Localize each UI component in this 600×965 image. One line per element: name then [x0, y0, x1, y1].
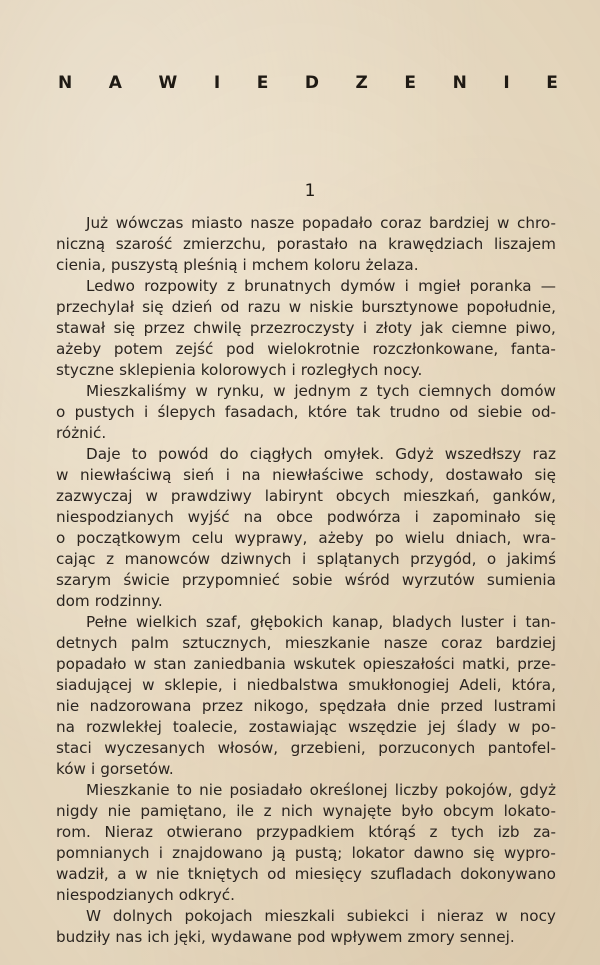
text-line: nigdy nie pamiętano, ile z nich wynajęte było obcym lokato-: [56, 802, 556, 820]
paragraph: [56, 444, 556, 612]
title-letter: E: [256, 73, 269, 93]
text-line: o początkowym celu wyprawy, ażeby po wielu dniach, wra-: [56, 529, 556, 547]
title-letter: N: [58, 73, 73, 93]
text-line: W dolnych pokojach mieszkali subiekci i nieraz w nocy: [86, 907, 556, 925]
title-letter: D: [304, 73, 319, 93]
title-letter: N: [452, 73, 467, 93]
text-line: ażeby potem zejść pod wielokrotnie rozczłonkowane, fanta-: [56, 340, 556, 358]
text-line: dom rodzinny.: [56, 592, 163, 610]
text-line: siadującej w sklepie, i niedbalstwa smukłonogiej Adeli, która,: [56, 676, 556, 694]
text-line: pomnianych i znajdowano ją pustą; lokator dawno się wypro-: [56, 844, 556, 862]
text-line: wadził, a w nie tkniętych od miesięcy szufladach dokonywano: [56, 865, 556, 883]
text-line: popadało w stan zaniedbania wskutek opieszałości matki, prze-: [56, 655, 556, 673]
text-line: o pustych i ślepych fasadach, które tak trudno od siebie od-: [56, 403, 556, 421]
body-text: [56, 213, 556, 948]
text-line: nie nadzorowana przez nikogo, spędzała dnie przed lustrami: [56, 697, 556, 715]
title-letter: E: [546, 73, 558, 93]
text-line: szarym świcie przypomnieć sobie wśród wyrzutów sumienia: [56, 571, 556, 589]
chapter-title: [58, 73, 558, 93]
text-line: na rozwlekłej toalecie, zostawiając wszędzie jej ślady w po-: [56, 718, 556, 736]
title-letter: I: [503, 73, 510, 93]
paragraph: [56, 276, 556, 381]
text-line: Ledwo rozpowity z brunatnych dymów i mgieł poranka —: [86, 277, 556, 295]
chapter-number: 1: [304, 181, 316, 201]
text-line: niespodzianych odkryć.: [56, 886, 235, 904]
text-line: budziły nas ich jęki, wydawane pod wpływem zmory sennej.: [56, 928, 515, 946]
text-line: cając z manowców dziwnych i splątanych przygód, o jakimś: [56, 550, 556, 568]
text-line: niespodzianych wyjść na obce podwórza i zapominało się: [56, 508, 556, 526]
text-line: Daje to powód do ciągłych omyłek. Gdyż wszedłszy raz: [86, 445, 556, 463]
text-line: Pełne wielkich szaf, głębokich kanap, bladych luster i tan-: [86, 613, 556, 631]
text-line: Mieszkaliśmy w rynku, w jednym z tych ciemnych domów: [86, 382, 556, 400]
paragraph: [56, 381, 556, 444]
text-line: niczną szarość zmierzchu, porastało na krawędziach liszajem: [56, 235, 556, 253]
text-line: ków i gorsetów.: [56, 760, 174, 778]
title-letter: A: [108, 73, 122, 93]
text-line: staci wyczesanych włosów, grzebieni, porzuconych pantofel-: [56, 739, 556, 757]
paragraph: [56, 213, 556, 276]
title-letter: E: [404, 73, 417, 93]
title-letter: Z: [355, 73, 368, 93]
text-line: Mieszkanie to nie posiadało określonej liczby pokojów, gdyż: [86, 781, 556, 799]
paragraph: [56, 780, 556, 906]
text-line: rom. Nieraz otwierano przypadkiem którąś z tych izb za-: [56, 823, 556, 841]
text-line: Już wówczas miasto nasze popadało coraz bardziej w chro-: [86, 214, 556, 232]
paragraph: [56, 612, 556, 780]
text-line: detnych palm sztucznych, mieszkanie nasze coraz bardziej: [56, 634, 556, 652]
text-line: zazwyczaj w prawdziwy labirynt obcych mieszkań, ganków,: [56, 487, 556, 505]
text-line: różnić.: [56, 424, 107, 442]
paragraph: [56, 906, 556, 948]
title-letter: I: [213, 73, 221, 93]
text-line: cienia, puszystą pleśnią i mchem koloru żelaza.: [56, 256, 419, 274]
text-line: w niewłaściwą sień i na niewłaściwe schody, dostawało się: [56, 466, 556, 484]
text-line: stawał się przez chwilę przezroczysty i złoty jak ciemne piwo,: [56, 319, 556, 337]
text-line: styczne sklepienia kolorowych i rozległych nocy.: [56, 361, 423, 379]
title-letter: W: [158, 73, 178, 93]
text-line: przechylał się dzień od razu w niskie bursztynowe popołudnie,: [56, 298, 556, 316]
